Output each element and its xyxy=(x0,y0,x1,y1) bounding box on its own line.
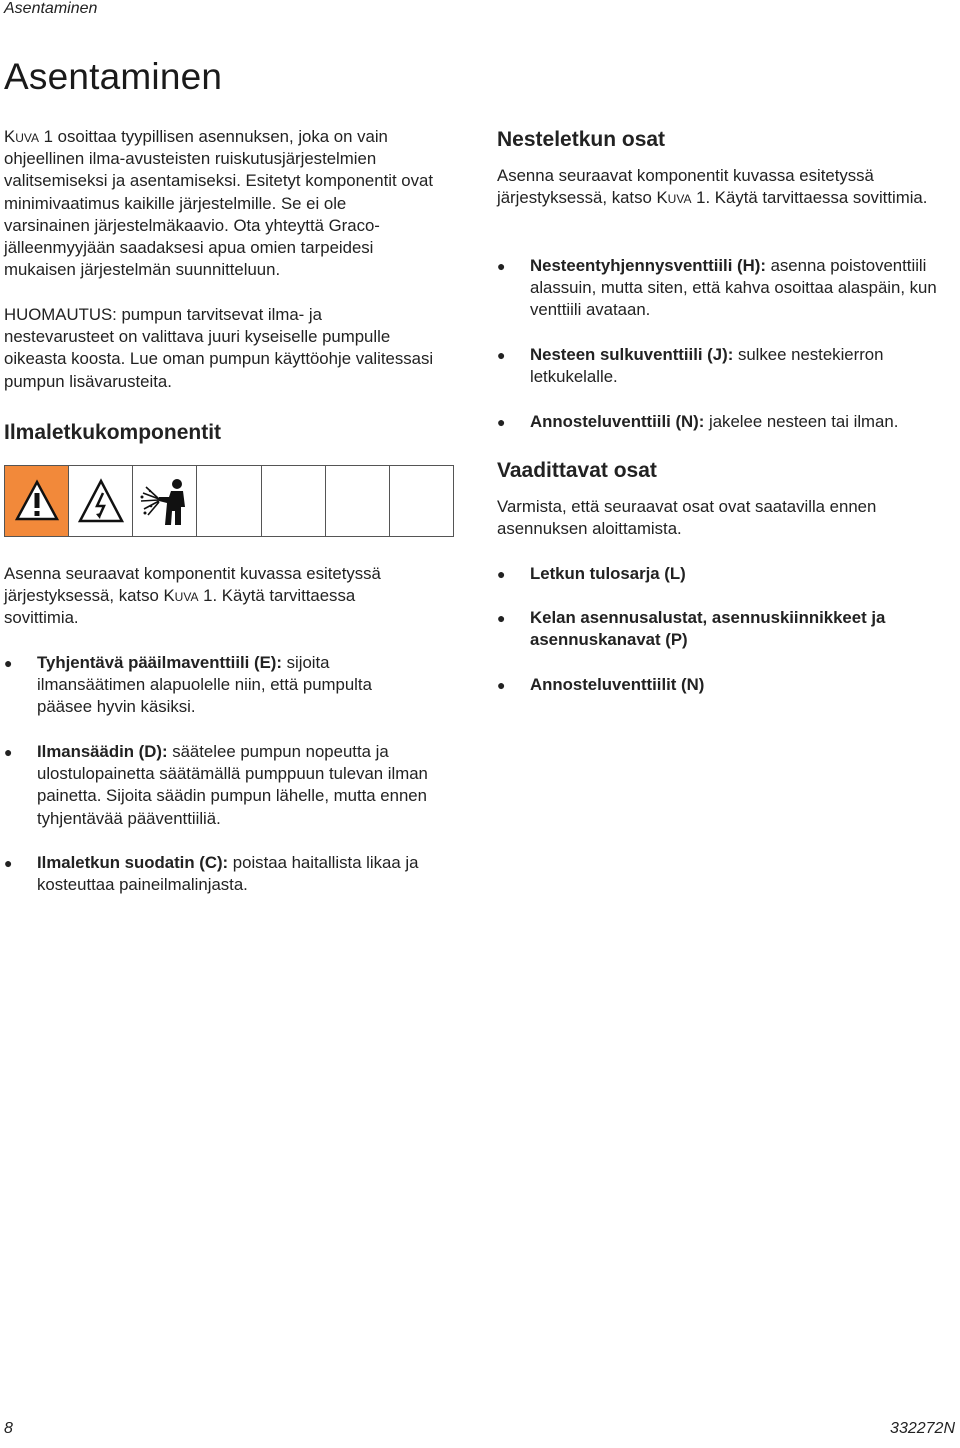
list-item: ● Tyhjentävä pääilmaventtiili (E): sijoita ilmansäätimen alapuolelle niin, että pumpulta pääsee hyvin käsiksi. xyxy=(4,653,372,717)
electric-shock-icon xyxy=(77,477,125,525)
required-parts-heading: Vaadittavat osat xyxy=(497,459,657,482)
shock-cell xyxy=(69,466,133,536)
list-item: ● Letkun tulosarja (L) xyxy=(497,564,686,583)
fluid-install-text-b: 1. Käytä tarvittaessa sovittimia. xyxy=(691,188,928,208)
intro-paragraph xyxy=(4,126,434,281)
figure-ref: Kuva xyxy=(163,586,199,606)
air-install-text-b: 1. Käytä tarvittaessa sovittimia. xyxy=(4,586,356,628)
air-install-text-a: Asenna seuraavat komponentit kuvassa esitetyssä järjestyksessä, katso xyxy=(4,564,381,606)
list-item: ● Ilmaletkun suodatin (C): poistaa haitallista likaa ja kosteuttaa paineilmalinjasta. xyxy=(4,853,419,895)
figure-ref: Kuva xyxy=(4,127,39,146)
warning-cell xyxy=(5,466,69,536)
parts-list xyxy=(497,563,937,585)
fluid-install-paragraph xyxy=(497,165,937,209)
fluid-install-text-a: Asenna seuraavat komponentit kuvassa esitetyssä järjestyksessä, katso xyxy=(497,166,874,208)
empty-cell xyxy=(262,466,326,536)
list-item: ● Annosteluventtiilit (N) xyxy=(497,675,705,694)
intro-text: 1 osoittaa tyypillisen asennuksen, joka on vain ohjeellinen ilma-avusteisten ruiskutusjärjestelmien valitsemiseksi ja asentamiseksi. Esitetyt komponentit ovat minimivaatimus kaikille järjestelmille. Se ei ole varsinainen järjestelmäkaavio. Ota yhteyttä Graco-jälleenmyyjään saadaksesi apua omien tarpeidesi mukaisen järjestelmän suunnitteluun. xyxy=(4,127,434,280)
document-number: 332272N xyxy=(890,1420,955,1437)
warning-symbols-table xyxy=(4,465,454,537)
figure-ref: Kuva xyxy=(656,188,692,208)
air-line-heading: Ilmaletkukomponentit xyxy=(4,421,222,444)
list-item: ● Nesteen sulkuventtiili (J): sulkee nestekierron letkukelalle. xyxy=(497,345,884,387)
parts-list-3 xyxy=(497,674,937,696)
list-item: ● Ilmansäädin (D): säätelee pumpun nopeutta ja ulostulopainetta säätämällä pumppuun tulevan ilman painetta. Sijoita säädin pumpun lähelle, mutta ennen tyhjentävää pääventtiiliä. xyxy=(4,742,428,828)
page-title: Asentaminen xyxy=(4,56,223,97)
air-components-list-2 xyxy=(4,741,434,830)
list-item: ● Kelan asennusalustat, asennuskiinnikkeet ja asennuskanavat (P) xyxy=(497,608,886,650)
list-item: ● Annosteluventtiili (N): jakelee nesteen tai ilman. xyxy=(497,412,899,431)
fluid-components-list-3 xyxy=(497,411,957,433)
empty-cell xyxy=(390,466,453,536)
note-paragraph: HUOMAUTUS: pumpun tarvitsevat ilma- ja nestevarusteet on valittava juuri kyseiselle pumpulle oikeasta koosta. Lue oman pumpun käyttöohje valitessasi pumpun lisävarusteita. xyxy=(4,305,434,391)
fluid-line-heading: Nesteletkun osat xyxy=(497,128,666,151)
injection-cell xyxy=(133,466,197,536)
fluid-components-list-2 xyxy=(497,344,937,388)
air-components-list-3 xyxy=(4,852,444,896)
empty-cell xyxy=(197,466,261,536)
running-header: Asentaminen xyxy=(4,0,98,17)
fluid-components-list xyxy=(497,255,937,322)
air-install-paragraph xyxy=(4,563,434,630)
empty-cell xyxy=(326,466,390,536)
page-number: 8 xyxy=(4,1420,13,1437)
air-components-list xyxy=(4,652,424,719)
warning-triangle-icon xyxy=(15,479,59,523)
parts-list-2 xyxy=(497,607,937,651)
list-item: ● Nesteentyhjennysventtiili (H): asenna poistoventtiili alassuin, mutta siten, että kahva osoittaa alaspäin, kun venttiili avataan. xyxy=(497,256,937,320)
splash-injection-icon xyxy=(137,473,193,529)
required-parts-paragraph: Varmista, että seuraavat osat ovat saatavilla ennen asennuksen aloittamista. xyxy=(497,497,877,539)
